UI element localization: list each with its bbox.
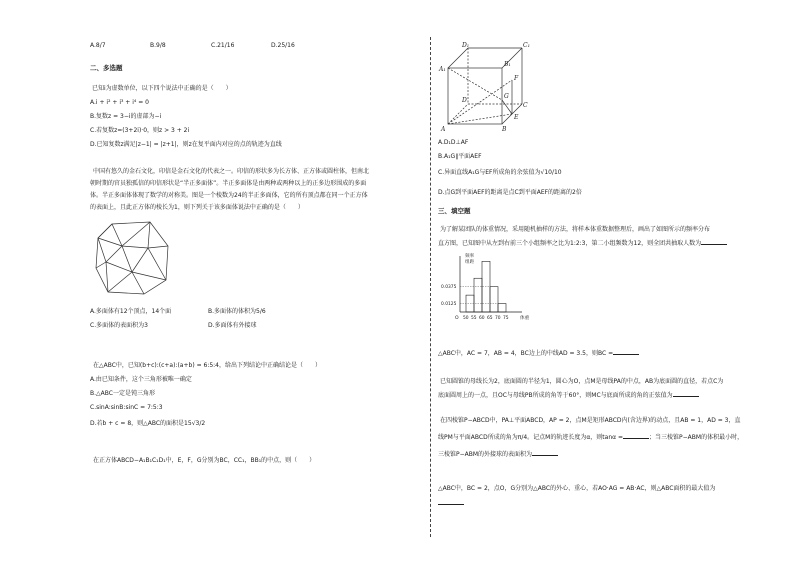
f3-line-2	[438, 390, 699, 400]
f4-line-2-text: 线PM与平面ABCD所成的角为π/4。记点M的轨迹长度为α，则tanα =	[438, 434, 624, 441]
option-b-prev: B.9/8	[150, 42, 166, 49]
q2-option-d: D.多面体有外接球	[208, 322, 257, 329]
q2-line-2: 朝时期的官员独孤信的印信形状是“半正多面体”。半正多面体是由两种或两种以上的正多边形围成的多面	[90, 180, 367, 187]
hist-x-tick-label: 50	[463, 316, 469, 321]
hist-ylabel-1: 频率	[465, 254, 475, 259]
f1-line-2-text: 直方图，已知图中从左到右前三个小组频率之比为1:2:3，第二小组频数为12，则全团共抽取人数为	[438, 240, 702, 247]
f3-line-2-text: 底面圆周上的一点，且OC与母线PB所成的角等于60°，则MC与底面所成的角的正弦值为	[438, 392, 673, 399]
section-heading-fill: 三、填空题	[438, 207, 471, 215]
hist-y-tick-label: 0.0375	[441, 285, 457, 291]
answer-blank	[701, 238, 727, 245]
cube-label-a: A	[441, 126, 446, 133]
section-heading-multi: 二、多选题	[90, 64, 123, 72]
hist-bar	[490, 287, 498, 312]
q2-option-a: A.多面体有12个顶点，14个面	[90, 308, 172, 315]
q1-option-b: B.复数z = 3−i的虚部为−i	[90, 113, 162, 120]
q4-option-c: C.异面直线A₁G与EF所成角的余弦值为√10/10	[438, 169, 562, 176]
f4-line-2-tail: ；当三棱锥P−ABM的体积最小时，	[649, 434, 744, 441]
q2-option-c: C.多面体的表面积为3	[90, 322, 148, 329]
f1-line-1: 为了解某团队的体重情况，采用随机抽样的方法，将样本体重数据整理后，画出了如图所示的频率分布	[440, 226, 711, 233]
f1-line-2	[438, 238, 727, 248]
q2-line-1: 中国有悠久的金石文化，印信是金石文化的代表之一。印信的形状多为长方体、正方体或圆柱体，但南北	[93, 168, 370, 175]
polyhedron-figure	[92, 216, 174, 298]
cube-figure	[438, 40, 528, 132]
hist-x-tick-label: 70	[495, 316, 501, 321]
answer-blank	[532, 449, 558, 456]
f2-line-1	[438, 348, 639, 358]
q3-option-d: D.若b + c = 8，则△ABC的面积是15√3/2	[90, 420, 206, 427]
q1-option-a: A.i + i² + i³ + i⁴ = 0	[90, 99, 149, 106]
q4-option-d: D.点G到平面AEF的距离是点C到平面AEF的距离的2倍	[438, 189, 582, 196]
hist-x-tick-label: 65	[487, 316, 493, 321]
q1-option-c: C.若复数z=(3+2i)·0，则z > 3 + 2i	[90, 127, 190, 134]
q3-option-a: A.由已知条件，这个三角形被唯一确定	[90, 376, 192, 383]
cube-label-c: C	[523, 102, 528, 109]
answer-blank	[438, 498, 464, 505]
hist-x-tick-label: 75	[503, 316, 509, 321]
hist-bar	[498, 304, 506, 312]
q4-option-b: B.A₁G∥平面AEF	[438, 153, 482, 160]
answer-blank	[673, 390, 699, 397]
f5-line-1: △ABC中，BC = 2，点O，G分别为△ABC的外心、重心，若AO·AG = AB·AC，则△ABC面积的最大值为	[438, 485, 716, 492]
q4-option-a: A.D₁D⊥AF	[438, 139, 469, 146]
cube-label-d1: D₁	[462, 42, 470, 49]
q4-stem: 在正方体ABCD−A₁B₁C₁D₁中，E，F，G分别为BC，CC₁，BB₁的中点，则（ ）	[93, 457, 316, 464]
cube-label-c1: C₁	[523, 42, 530, 49]
f2-line-1-text: △ABC中，AC = 7，AB = 4，BC边上的中线AD = 3.5，则BC =	[438, 350, 614, 357]
q3-option-b: B.△ABC一定是钝三角形	[90, 390, 155, 397]
q3-stem: 在△ABC中，已知(b+c):(c+a):(a+b) = 6:5:4，给出下列结论中正确结论是（ ）	[93, 362, 321, 369]
column-divider	[430, 37, 431, 537]
f5-line-2	[438, 498, 464, 508]
q1-stem: 已知i为虚数单位，以下四个说法中正确的是（ ）	[92, 85, 232, 92]
q3-option-c: C.sinA:sinB:sinC = 7:5:3	[90, 404, 163, 411]
q1-option-d: D.已知复数z满足|z−1| = |z+1|，则z在复平面内对应的点的轨迹为直线	[90, 141, 282, 148]
f4-line-1: 在四棱锥P−ABCD中，PA⊥平面ABCD，AP = 2，点M是矩形ABCD内(含边界)的动点，且AB = 1，AD = 3，直	[440, 417, 741, 424]
option-a-prev: A.8/7	[90, 42, 106, 49]
cube-label-g: G	[504, 93, 509, 100]
cube-label-e: E	[514, 114, 519, 121]
hist-xlabel: 体重	[520, 316, 530, 321]
cube-label-b: B	[502, 126, 507, 133]
hist-x-tick-label: 55	[471, 316, 477, 321]
hist-ylabel-2: 组距	[465, 260, 475, 265]
cube-label-a1: A₁	[439, 66, 446, 73]
q2-line-4: 的表面上，且此正方体的棱长为1，则下列关于该多面体说法中正确的是（ ）	[90, 204, 304, 211]
histogram-chart	[440, 250, 540, 322]
hist-x-tick-label: 60	[479, 316, 485, 321]
q2-line-3: 体。半正多面体体现了数学的对称美。图是一个棱数为24的半正多面体，它的所有顶点都在同一个正方体	[90, 192, 368, 199]
option-d-prev: D.25/16	[271, 42, 295, 49]
q2-option-b: B.多面体的体积为5/6	[208, 308, 266, 315]
f4-line-3	[438, 449, 558, 459]
f4-line-2	[438, 432, 743, 442]
answer-blank	[623, 432, 649, 439]
cube-label-f: F	[514, 75, 519, 82]
hist-bar	[474, 278, 482, 312]
cube-label-d: D	[462, 97, 467, 104]
hist-origin-label: O	[455, 316, 459, 321]
cube-label-b1: B₁	[504, 61, 511, 68]
hist-y-tick-label: 0.0125	[441, 302, 457, 308]
f4-line-3-text: 三棱锥P−ABM的外接球的表面积为	[438, 451, 533, 458]
answer-blank	[613, 348, 639, 355]
option-c-prev: C.21/16	[211, 42, 235, 49]
f3-line-1: 已知圆锥的母线长为2，底面圆的半径为1，圆心为O，点M是母线PA的中点，AB为底面圆的直径，若点C为	[440, 378, 724, 385]
